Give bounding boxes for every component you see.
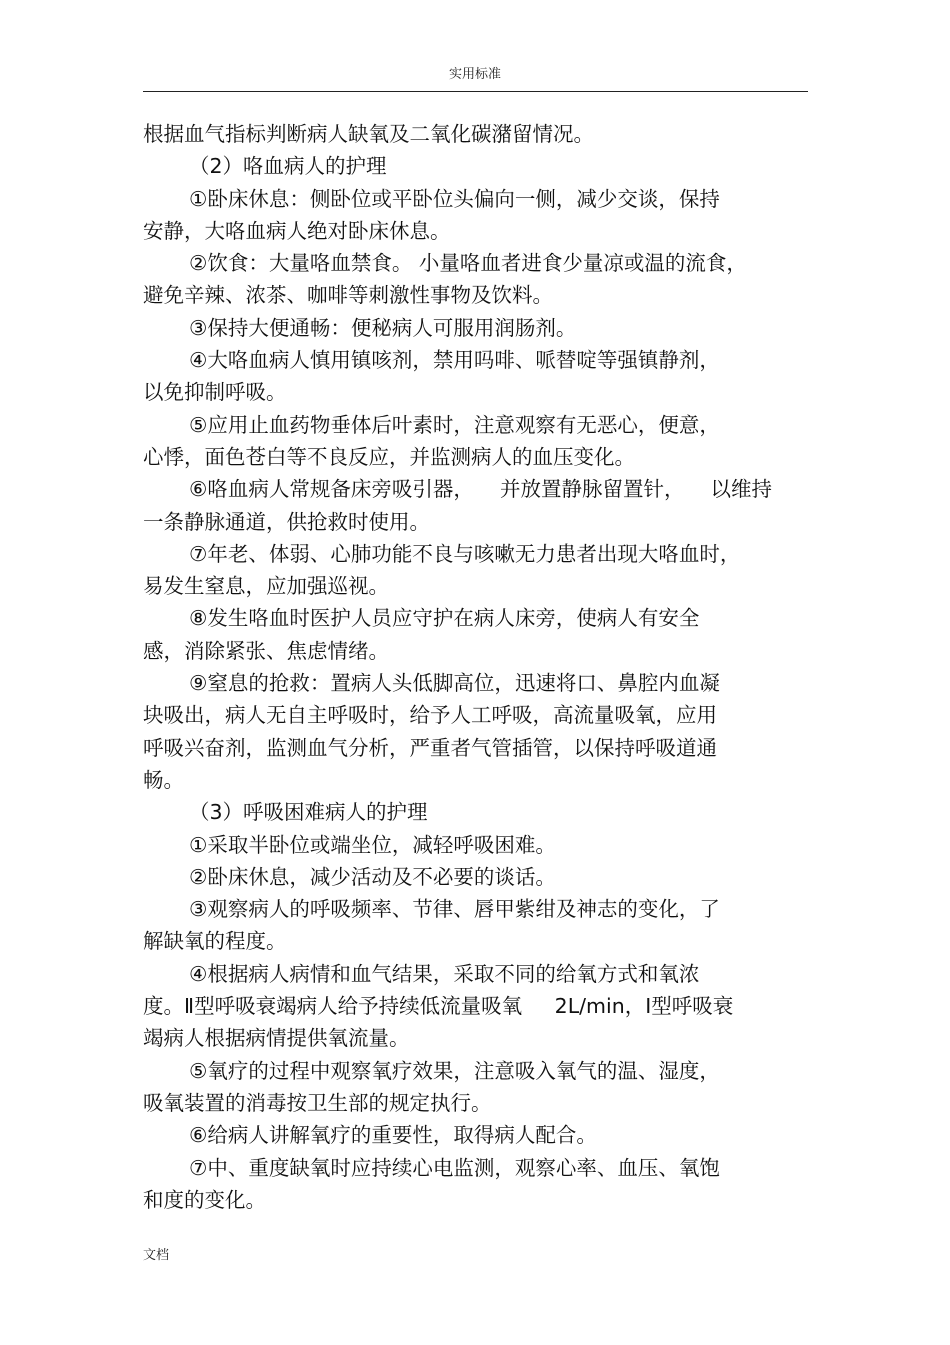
body-line: ⑦年老、体弱、心肺功能不良与咳嗽无力患者出现大咯血时， xyxy=(189,541,741,566)
body-line: 呼吸兴奋剂，监测血气分析，严重者气管插管，以保持呼吸道通 xyxy=(143,735,717,760)
body-line: 易发生窒息，应加强巡视。 xyxy=(143,574,389,599)
body-line: ③观察病人的呼吸频率、节律、唇甲紫绀及神志的变化，了 xyxy=(189,897,720,922)
body-line: ⑧发生咯血时医护人员应守护在病人床旁，使病人有安全 xyxy=(189,606,700,631)
body-line: ⑤应用止血药物垂体后叶素时，注意观察有无恶心，便意， xyxy=(189,412,720,437)
body-line: ②饮食：大量咯血禁食。 小量咯血者进食少量凉或温的流食， xyxy=(189,251,747,276)
body-line: 安静，大咯血病人绝对卧床休息。 xyxy=(143,218,451,243)
body-line: ②卧床休息，减少活动及不必要的谈话。 xyxy=(189,864,556,889)
body-line: 解缺氧的程度。 xyxy=(143,929,287,954)
section-heading: （3）呼吸困难病人的护理 xyxy=(189,800,428,825)
body-line: 吸氧装置的消毒按卫生部的规定执行。 xyxy=(143,1090,492,1115)
body-line: ⑨窒息的抢救：置病人头低脚高位，迅速将口、鼻腔内血凝 xyxy=(189,671,720,696)
section-heading: （2）咯血病人的护理 xyxy=(189,154,387,179)
body-line: 一条静脉通道，供抢救时使用。 xyxy=(143,509,430,534)
body-line: 和度的变化。 xyxy=(143,1187,266,1212)
body-line: ④根据病人病情和血气结果，采取不同的给氧方式和氧浓 xyxy=(189,961,700,986)
body-line: 避免辛辣、浓茶、咖啡等刺激性事物及饮料。 xyxy=(143,283,553,308)
header-title: 实用标准 xyxy=(448,67,501,82)
body-line: ①采取半卧位或端坐位，减轻呼吸困难。 xyxy=(189,832,556,857)
header-divider xyxy=(143,91,808,92)
body-line: 感，消除紧张、焦虑情绪。 xyxy=(143,638,389,663)
body-line: ③保持大便通畅：便秘病人可服用润肠剂。 xyxy=(189,315,577,340)
body-line: 以免抑制呼吸。 xyxy=(143,380,287,405)
body-line: ①卧床休息：侧卧位或平卧位头偏向一侧，减少交谈，保持 xyxy=(189,186,720,211)
body-line: ⑥咯血病人常规备床旁吸引器， 并放置静脉留置针， 以维持 xyxy=(189,477,773,502)
page-footer: 文档 xyxy=(143,1248,170,1263)
body-line: ⑤氧疗的过程中观察氧疗效果，注意吸入氧气的温、湿度， xyxy=(189,1058,720,1083)
body-line: ⑥给病人讲解氧疗的重要性，取得病人配合。 xyxy=(189,1123,597,1148)
document-body xyxy=(143,118,808,1216)
body-line: ④大咯血病人慎用镇咳剂，禁用吗啡、哌替啶等强镇静剂， xyxy=(189,348,720,373)
body-line: ⑦中、重度缺氧时应持续心电监测，观察心率、血压、氧饱 xyxy=(189,1155,720,1180)
body-line: 根据血气指标判断病人缺氧及二氧化碳潴留情况。 xyxy=(143,122,594,146)
body-line: 度。Ⅱ型呼吸衰竭病人给予持续低流量吸氧 2L/min，Ⅰ型呼吸衰 xyxy=(143,994,734,1019)
body-line: 块吸出，病人无自主呼吸时，给予人工呼吸，高流量吸氧，应用 xyxy=(143,703,717,728)
body-line: 竭病人根据病情提供氧流量。 xyxy=(143,1026,410,1051)
body-line: 心悸，面色苍白等不良反应，并监测病人的血压变化。 xyxy=(143,444,635,469)
body-line: 畅。 xyxy=(143,767,184,792)
